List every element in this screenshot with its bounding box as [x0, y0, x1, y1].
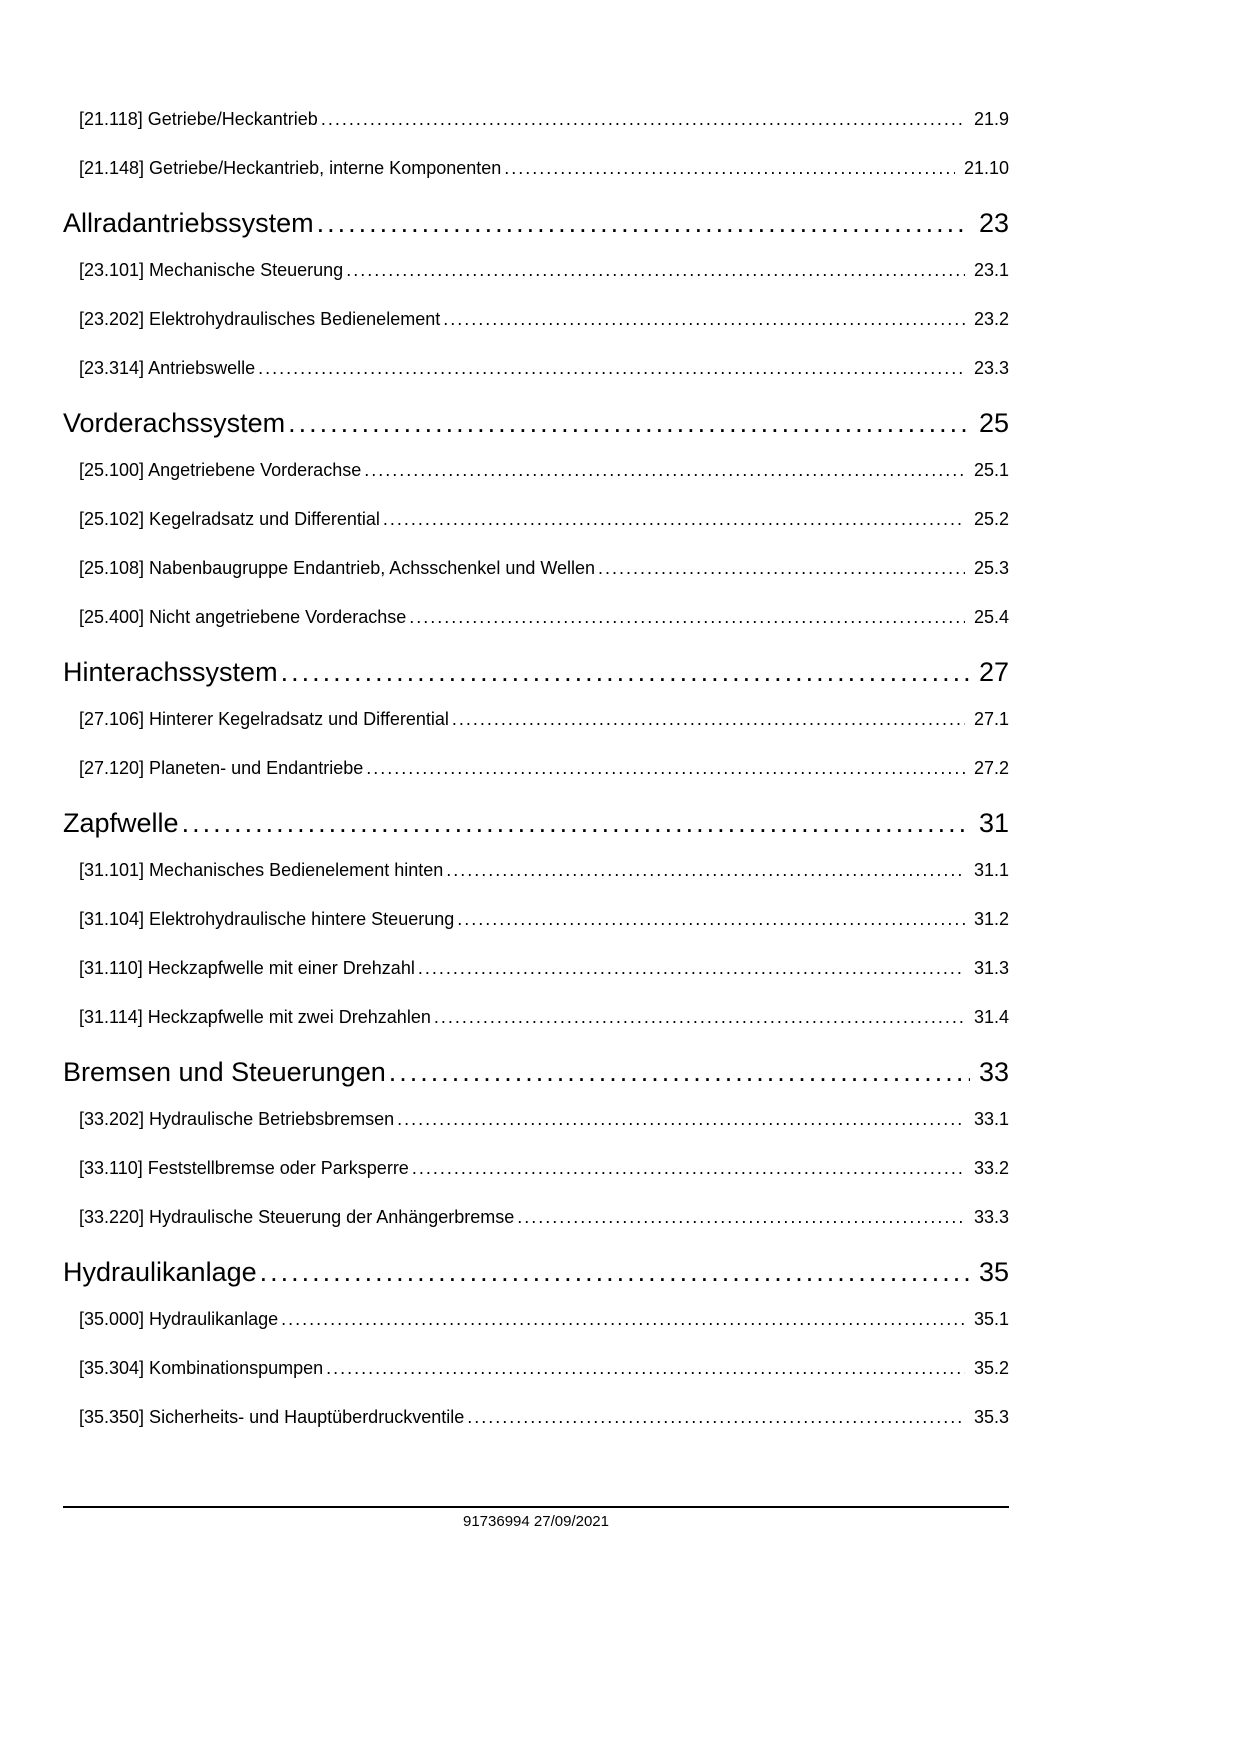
toc-entry-page: 35.3 — [973, 1407, 1009, 1427]
toc-leader-dots — [317, 206, 970, 240]
toc-leader-dots — [258, 357, 965, 379]
toc-entry[interactable] — [63, 308, 1009, 330]
toc-entry[interactable] — [63, 655, 1009, 689]
toc-entry-label: [27.120] Planeten- und Endantriebe — [79, 758, 364, 778]
toc-leader-dots — [446, 859, 965, 881]
toc-leader-dots — [383, 508, 965, 530]
toc-entry[interactable] — [63, 1255, 1009, 1289]
toc-entry-label: [21.118] Getriebe/Heckantrieb — [79, 109, 318, 129]
toc-entry-label: [25.108] Nabenbaugruppe Endantrieb, Achsschenkel und Wellen — [79, 558, 596, 578]
toc-entry-page: 27 — [978, 657, 1009, 687]
toc-entry-label: Zapfwelle — [63, 808, 179, 838]
toc-entry[interactable] — [63, 157, 1009, 179]
toc-entry-page: 25 — [978, 408, 1009, 438]
toc-entry[interactable] — [63, 1357, 1009, 1379]
toc-leader-dots — [346, 259, 965, 281]
toc-entry-label: [31.114] Heckzapfwelle mit zwei Drehzahlen — [79, 1007, 431, 1027]
toc-entry[interactable] — [63, 708, 1009, 730]
page-footer — [63, 1506, 1009, 1531]
toc-entry-page: 23.3 — [973, 358, 1009, 378]
toc-leader-dots — [517, 1206, 965, 1228]
toc-entry-page: 23.1 — [973, 260, 1009, 280]
toc-entry-label: [35.304] Kombinationspumpen — [79, 1358, 324, 1378]
toc-entry-page: 27.1 — [973, 709, 1009, 729]
toc-leader-dots — [364, 459, 965, 481]
toc-entry-label: Bremsen und Steuerungen — [63, 1057, 386, 1087]
toc-entry[interactable] — [63, 606, 1009, 628]
toc-leader-dots — [598, 557, 965, 579]
toc-entry-label: [31.110] Heckzapfwelle mit einer Drehzahl — [79, 958, 415, 978]
toc-entry[interactable] — [63, 206, 1009, 240]
toc-leader-dots — [260, 1255, 970, 1289]
toc-entry[interactable] — [63, 1406, 1009, 1428]
toc-entry-label: [25.100] Angetriebene Vorderachse — [79, 460, 362, 480]
toc-entry[interactable] — [63, 1055, 1009, 1089]
toc-entry-label: [25.400] Nicht angetriebene Vorderachse — [79, 607, 407, 627]
toc-leader-dots — [467, 1406, 965, 1428]
toc-entry[interactable] — [63, 357, 1009, 379]
toc-entry-page: 35 — [978, 1257, 1009, 1287]
toc-entry-label: [31.104] Elektrohydraulische hintere Steuerung — [79, 909, 455, 929]
toc-leader-dots — [418, 957, 965, 979]
toc-entry[interactable] — [63, 1206, 1009, 1228]
toc-leader-dots — [288, 406, 970, 440]
toc-entry-page: 33 — [978, 1057, 1009, 1087]
toc-entry[interactable] — [63, 557, 1009, 579]
toc-entry-page: 25.4 — [973, 607, 1009, 627]
toc-leader-dots — [457, 908, 965, 930]
toc-entry-label: [33.202] Hydraulische Betriebsbremsen — [79, 1109, 395, 1129]
toc-entry-label: [23.202] Elektrohydraulisches Bedienelement — [79, 309, 441, 329]
toc-leader-dots — [443, 308, 965, 330]
toc-entry-page: 25.2 — [973, 509, 1009, 529]
toc-leader-dots — [281, 655, 970, 689]
toc-entry-label: Allradantriebssystem — [63, 208, 314, 238]
toc-entry[interactable] — [63, 859, 1009, 881]
toc-list — [63, 108, 1009, 1455]
toc-leader-dots — [389, 1055, 970, 1089]
toc-entry[interactable] — [63, 1308, 1009, 1330]
toc-leader-dots — [321, 108, 965, 130]
toc-leader-dots — [434, 1006, 965, 1028]
toc-leader-dots — [397, 1108, 965, 1130]
toc-entry-label: Hydraulikanlage — [63, 1257, 257, 1287]
toc-entry-page: 31.4 — [973, 1007, 1009, 1027]
toc-leader-dots — [452, 708, 965, 730]
toc-entry-page: 21.9 — [973, 109, 1009, 129]
toc-entry-label: Hinterachssystem — [63, 657, 278, 687]
toc-entry-page: 25.1 — [973, 460, 1009, 480]
toc-entry-page: 25.3 — [973, 558, 1009, 578]
toc-entry[interactable] — [63, 508, 1009, 530]
toc-entry-label: [21.148] Getriebe/Heckantrieb, interne Komponenten — [79, 158, 502, 178]
toc-entry-label: [23.314] Antriebswelle — [79, 358, 256, 378]
toc-entry[interactable] — [63, 1157, 1009, 1179]
toc-entry-page: 23 — [978, 208, 1009, 238]
toc-entry-label: [31.101] Mechanisches Bedienelement hinten — [79, 860, 444, 880]
toc-entry[interactable] — [63, 908, 1009, 930]
toc-entry-page: 33.3 — [973, 1207, 1009, 1227]
toc-entry-label: Vorderachssystem — [63, 408, 286, 438]
toc-entry-label: [23.101] Mechanische Steuerung — [79, 260, 344, 280]
toc-leader-dots — [366, 757, 965, 779]
toc-entry-label: [33.220] Hydraulische Steuerung der Anhängerbremse — [79, 1207, 515, 1227]
toc-leader-dots — [182, 806, 970, 840]
toc-entry[interactable] — [63, 459, 1009, 481]
toc-entry-page: 31 — [978, 808, 1009, 838]
toc-entry[interactable] — [63, 406, 1009, 440]
toc-entry-label: [35.000] Hydraulikanlage — [79, 1309, 279, 1329]
toc-entry-page: 31.3 — [973, 958, 1009, 978]
toc-leader-dots — [409, 606, 965, 628]
toc-leader-dots — [326, 1357, 965, 1379]
toc-entry[interactable] — [63, 806, 1009, 840]
toc-entry-page: 33.2 — [973, 1158, 1009, 1178]
toc-entry[interactable] — [63, 957, 1009, 979]
toc-entry-label: [27.106] Hinterer Kegelradsatz und Differential — [79, 709, 449, 729]
toc-leader-dots — [504, 157, 955, 179]
toc-entry[interactable] — [63, 259, 1009, 281]
toc-entry-label: [33.110] Feststellbremse oder Parksperre — [79, 1158, 409, 1178]
toc-entry-page: 35.2 — [973, 1358, 1009, 1378]
toc-entry-page: 31.2 — [973, 909, 1009, 929]
footer-document-id: 91736994 27/09/2021 — [463, 1513, 609, 1530]
toc-leader-dots — [281, 1308, 965, 1330]
toc-entry-page: 35.1 — [973, 1309, 1009, 1329]
toc-entry[interactable] — [63, 1006, 1009, 1028]
toc-entry-page: 23.2 — [973, 309, 1009, 329]
toc-entry[interactable] — [63, 757, 1009, 779]
toc-entry-label: [35.350] Sicherheits- und Hauptüberdruckventile — [79, 1407, 465, 1427]
toc-entry-page: 31.1 — [973, 860, 1009, 880]
toc-entry[interactable] — [63, 108, 1009, 130]
toc-entry-page: 27.2 — [973, 758, 1009, 778]
toc-entry-page: 33.1 — [973, 1109, 1009, 1129]
toc-entry[interactable] — [63, 1108, 1009, 1130]
toc-entry-page: 21.10 — [963, 158, 1009, 178]
toc-entry-label: [25.102] Kegelradsatz und Differential — [79, 509, 380, 529]
toc-leader-dots — [412, 1157, 965, 1179]
